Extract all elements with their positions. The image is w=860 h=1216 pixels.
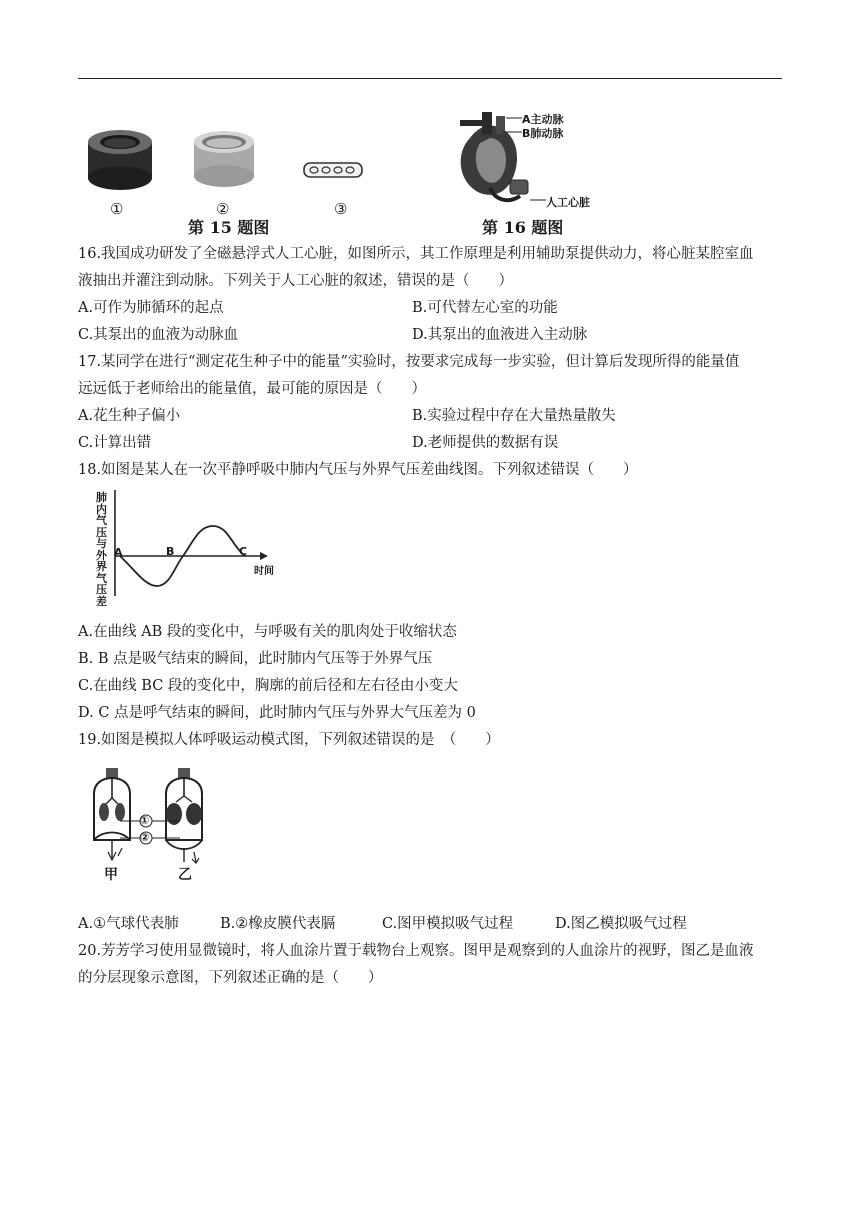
q17-option-c: C.计算出错 <box>78 435 152 451</box>
artificial-heart-label: 人工心脏 <box>546 196 590 209</box>
q16-option-c: C.其泵出的血液为动脉血 <box>78 327 239 343</box>
q18-stem: 18.如图是某人在一次平静呼吸中肺内气压与外界气压差曲线图。下列叙述错误（ ） <box>78 462 638 478</box>
graph-y-label: 肺 内 气 压 与 外 界 气 压 差 <box>96 491 107 608</box>
q19-option-b: B.②橡皮膜代表膈 <box>220 916 336 932</box>
figure-15 <box>78 120 398 235</box>
jar-jia <box>94 768 130 860</box>
q17-option-b: B.实验过程中存在大量热量散失 <box>412 408 616 424</box>
q18-option-d: D. C 点是呼气结束的瞬间，此时肺内气压与外界大气压差为 0 <box>78 705 476 721</box>
vessel-1-label: ① <box>110 200 124 218</box>
q18-pressure-graph <box>96 488 286 616</box>
marker-1: ① <box>140 814 150 827</box>
q17-stem-line1: 17.某同学在进行“测定花生种子中的能量”实验时，按要求完成每一步实验，但计算后发现所得的能量值 <box>78 354 740 370</box>
q18-option-a: A.在曲线 AB 段的变化中，与呼吸有关的肌肉处于收缩状态 <box>78 624 457 640</box>
jar-yi <box>166 768 202 863</box>
q17-option-a: A.花生种子偏小 <box>78 408 181 424</box>
point-c-label: C <box>239 545 248 558</box>
q16-option-d: D.其泵出的血液进入主动脉 <box>412 327 588 343</box>
vessel-1-image <box>88 130 152 190</box>
point-b-label: B <box>166 545 175 558</box>
q19-option-a: A.①气球代表肺 <box>78 916 179 932</box>
figure-16 <box>450 108 650 238</box>
vessel-3-image <box>304 163 362 177</box>
heart-image <box>460 112 528 200</box>
q20-stem-line1: 20.芳芳学习使用显微镜时，将人血涂片置于载物台上观察。图甲是观察到的人血涂片的视野，图乙是血液 <box>78 943 754 959</box>
x-axis-label: 时间 <box>254 566 274 577</box>
aorta-label: A主动脉 <box>522 113 564 126</box>
figure-15-illustration <box>78 120 398 200</box>
bell-jar-models <box>84 764 224 872</box>
vessel-3-label: ③ <box>334 200 348 218</box>
pressure-curve <box>110 488 285 598</box>
q17-option-d: D.老师提供的数据有误 <box>412 435 559 451</box>
q18-option-c: C.在曲线 BC 段的变化中，胸廓的前后径和左右径由小变大 <box>78 678 458 694</box>
q18-option-b: B. B 点是吸气结束的瞬间，此时肺内气压等于外界气压 <box>78 651 433 667</box>
q19-option-d: D.图乙模拟吸气过程 <box>555 916 687 932</box>
vessel-2-label: ② <box>216 200 230 218</box>
q20-stem-line2: 的分层现象示意图，下列叙述正确的是（ ） <box>78 970 383 986</box>
q19-option-c: C.图甲模拟吸气过程 <box>382 916 514 932</box>
q16-stem-line2: 液抽出并灌注到动脉。下列关于人工心脏的叙述，错误的是（ ） <box>78 273 513 289</box>
q19-stem: 19.如图是模拟人体呼吸运动模式图，下列叙述错误的是 （ ） <box>78 732 500 748</box>
jar-yi-label: 乙 <box>178 867 192 883</box>
q19-breathing-model <box>84 764 224 888</box>
q17-stem-line2: 远远低于老师给出的能量值，最可能的原因是（ ） <box>78 381 426 397</box>
jar-jia-label: 甲 <box>104 867 118 883</box>
figure-15-caption: 第 15 题图 <box>188 218 270 237</box>
vessel-2-image <box>194 131 254 187</box>
q16-option-b: B.可代替左心室的功能 <box>412 300 558 316</box>
marker-2: ② <box>140 831 150 844</box>
q16-option-a: A.可作为肺循环的起点 <box>78 300 224 316</box>
figure-16-caption: 第 16 题图 <box>482 218 564 237</box>
q16-stem-line1: 16.我国成功研发了全磁悬浮式人工心脏，如图所示，其工作原理是利用辅助泵提供动力，将心脏某腔室血 <box>78 246 754 262</box>
header-rule <box>78 78 782 79</box>
point-a-label: A <box>114 546 123 559</box>
pulmonary-artery-label: B肺动脉 <box>522 127 564 140</box>
x-axis-arrow <box>260 552 268 560</box>
